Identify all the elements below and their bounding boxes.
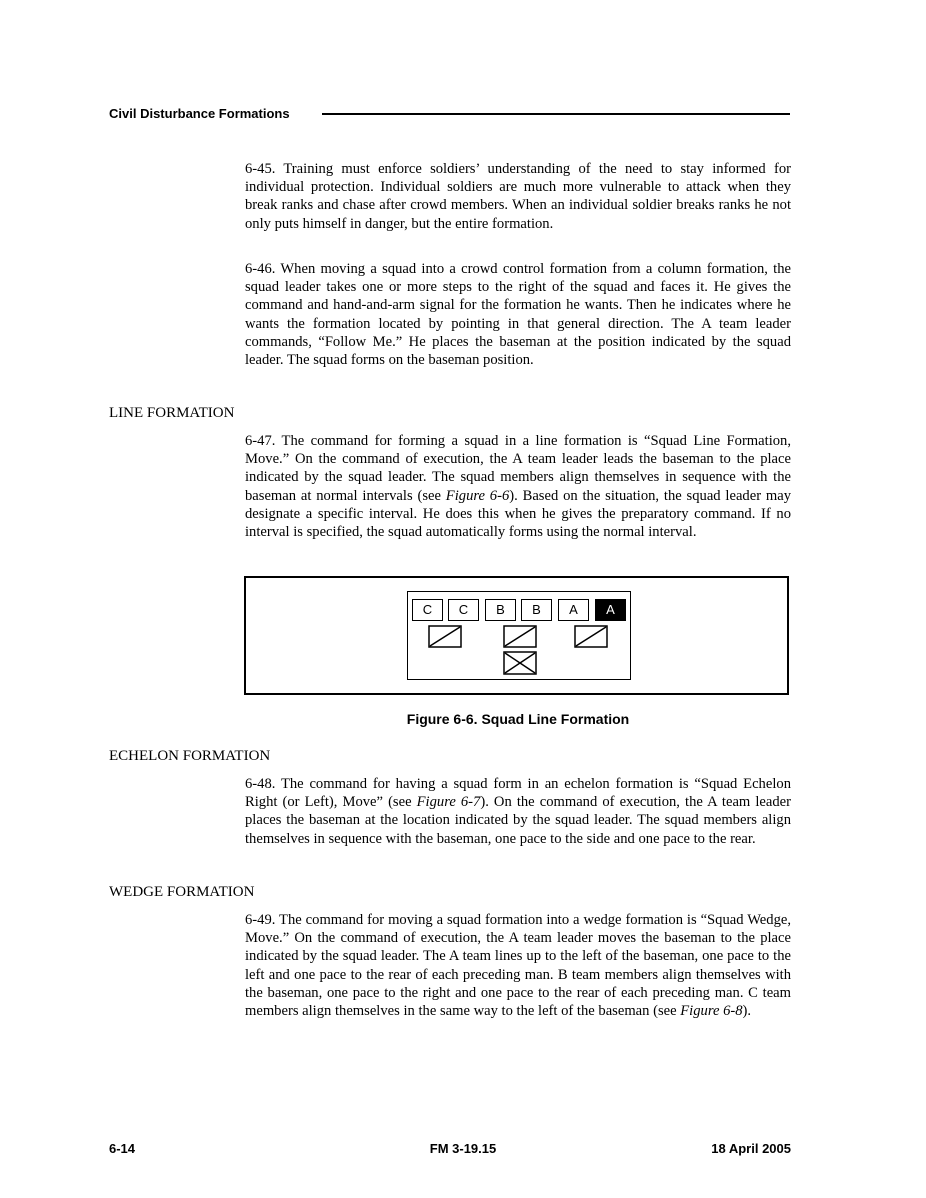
p647-text-a: 6-47. The command for forming a squad in a line formation is “Squad Line Formation, Move.” On the command of execution, the A team leader leads the baseman to the place indicated by the squad leader. The squad members align themselves in sequence with the baseman at normal intervals (see: [245, 433, 791, 504]
figure-6-8-reference: Figure 6-8: [680, 1003, 743, 1020]
p648-text-b: ). On the command of execution, the A team leader places the baseman at the location indicated by the squad leader. The squad members align themselves in sequence with the baseman, one pace to the side and one pace to the rear.: [245, 794, 791, 847]
squad-slot-c1: C: [412, 599, 443, 621]
squad-slot-a-baseman: A: [595, 599, 626, 621]
figure-6-7-reference: Figure 6-7: [416, 794, 481, 811]
footer-manual-id: FM 3-19.15: [429, 1141, 497, 1156]
header-rule: [322, 113, 790, 115]
squad-leader-symbol: [503, 651, 537, 675]
leader-symbol-center: [503, 625, 537, 648]
paragraph-6-47: [245, 432, 791, 541]
figure-6-6-reference: Figure 6-6: [445, 487, 510, 504]
p648-text-a: 6-48. The command for having a squad form in an echelon formation is “Squad Echelon Right (or Left), Move” (see: [245, 776, 791, 811]
leader-symbol-right: [574, 625, 608, 648]
footer-page-number: 6-14: [109, 1141, 136, 1156]
paragraph-6-49: [245, 911, 791, 1020]
squad-slot-b2: B: [521, 599, 552, 621]
squad-slot-a1: A: [558, 599, 589, 621]
figure-6-6-caption: Figure 6-6. Squad Line Formation: [406, 711, 630, 727]
leader-symbol-left: [428, 625, 462, 648]
footer-date: 18 April 2005: [711, 1141, 791, 1156]
squad-slot-b1: B: [485, 599, 516, 621]
paragraph-6-46: 6-46. When moving a squad into a crowd control formation from a column formation, the squad leader takes one or more steps to the right of the squad and faces it. He gives the command and hand-and-arm signal for the formation he wants. Then he indicates where he wants the formation located by pointing in that general direction. The A team leader commands, “Follow Me.” He places the baseman at the position indicated by the squad leader. The squad forms on the baseman position.: [245, 261, 791, 369]
paragraph-6-45: 6-45. Training must enforce soldiers’ understanding of the need to stay informed for individual protection. Individual soldiers are much more vulnerable to attack when they break ranks and chase after crowd members. When an individual soldier breaks ranks he not only puts himself in danger, but the entire formation.: [245, 161, 791, 232]
running-header: [109, 105, 790, 123]
header-title: Civil Disturbance Formations: [109, 106, 290, 121]
squad-slot-c2: C: [448, 599, 479, 621]
paragraph-6-48: [245, 775, 791, 848]
p649-text-a: 6-49. The command for moving a squad formation into a wedge formation is “Squad Wedge, Move.” On the command of execution, the A team leader moves the baseman to the place indicated by the squad leader. The A team lines up to the left of the baseman, one pace to the left and one pace to the rear of each preceding man. B team members align themselves with the baseman, one pace to the right and one pace to the rear of each preceding man. C team members align themselves in the same way to the left of the baseman (see: [245, 912, 791, 1020]
p647-text-b: ). Based on the situation, the squad leader may designate a specific interval. He does this when he gives the preparatory command. If no interval is specified, the squad automatically forms using the normal interval.: [245, 487, 792, 541]
heading-line-formation: LINE FORMATION: [109, 405, 235, 421]
p649-text-b: ).: [742, 1003, 752, 1020]
heading-echelon-formation: ECHELON FORMATION: [109, 748, 271, 764]
heading-wedge-formation: WEDGE FORMATION: [109, 884, 255, 900]
